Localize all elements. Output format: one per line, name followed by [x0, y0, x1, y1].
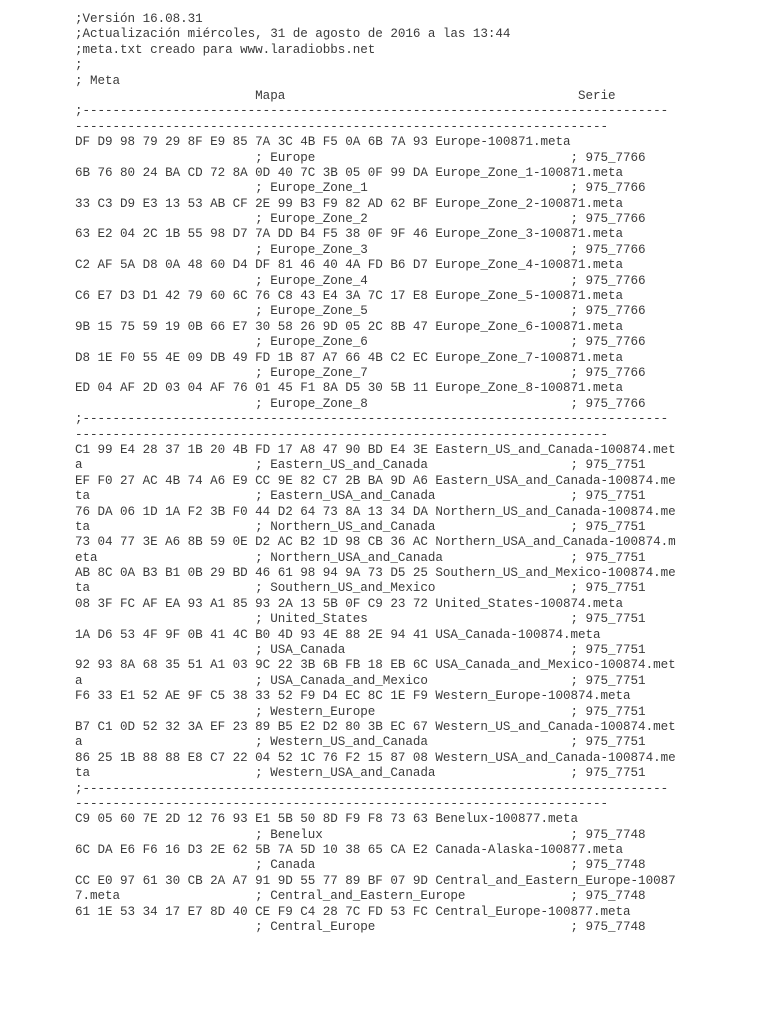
text-line: ta ; Northern_US_and_Canada ; 975_7751: [75, 519, 646, 534]
text-line: a ; Eastern_US_and_Canada ; 975_7751: [75, 458, 646, 473]
text-line: C6 E7 D3 D1 42 79 60 6C 76 C8 43 E4 3A 7C 17 E8 Europe_Zone_5-100871.meta: [75, 289, 624, 304]
text-line: C1 99 E4 28 37 1B 20 4B FD 17 A8 47 90 BD E4 3E Eastern_US_and_Canada-100874.met: [75, 442, 676, 457]
text-line: ; Europe ; 975_7766: [75, 150, 646, 165]
text-line: 63 E2 04 2C 1B 55 98 D7 7A DD B4 F5 38 0F 9F 46 Europe_Zone_3-100871.meta: [75, 227, 624, 242]
text-line: 6B 76 80 24 BA CD 72 8A 0D 40 7C 3B 05 0F 99 DA Europe_Zone_1-100871.meta: [75, 165, 624, 180]
text-line: ta ; Southern_US_and_Mexico ; 975_7751: [75, 581, 646, 596]
text-line: ;: [75, 58, 83, 73]
text-line: 9B 15 75 59 19 0B 66 E7 30 58 26 9D 05 2C 8B 47 Europe_Zone_6-100871.meta: [75, 319, 624, 334]
text-line: ; Canada ; 975_7748: [75, 858, 646, 873]
text-line: 76 DA 06 1D 1A F2 3B F0 44 D2 64 73 8A 13 34 DA Northern_US_and_Canada-100874.me: [75, 504, 676, 519]
text-line: C2 AF 5A D8 0A 48 60 D4 DF 81 46 40 4A FD B6 D7 Europe_Zone_4-100871.meta: [75, 258, 624, 273]
text-line: ED 04 AF 2D 03 04 AF 76 01 45 F1 8A D5 30 5B 11 Europe_Zone_8-100871.meta: [75, 381, 624, 396]
text-line: 92 93 8A 68 35 51 A1 03 9C 22 3B 6B FB 18 EB 6C USA_Canada_and_Mexico-100874.met: [75, 658, 676, 673]
text-line: AB 8C 0A B3 B1 0B 29 BD 46 61 98 94 9A 73 D5 25 Southern_US_and_Mexico-100874.me: [75, 566, 676, 581]
text-line: ; United_States ; 975_7751: [75, 612, 646, 627]
text-line: a ; USA_Canada_and_Mexico ; 975_7751: [75, 673, 646, 688]
text-line: ; Western_Europe ; 975_7751: [75, 704, 646, 719]
text-line: ; Meta: [75, 73, 121, 88]
text-line: -----------------------------------------------------------------------: [75, 119, 609, 134]
text-line: ;------------------------------------------------------------------------------: [75, 781, 669, 796]
text-line: C9 05 60 7E 2D 12 76 93 E1 5B 50 8D F9 F8 73 63 Benelux-100877.meta: [75, 812, 579, 827]
text-line: 86 25 1B 88 88 E8 C7 22 04 52 1C 76 F2 15 87 08 Western_USA_and_Canada-100874.me: [75, 750, 676, 765]
text-line: 6C DA E6 F6 16 D3 2E 62 5B 7A 5D 10 38 65 CA E2 Canada-Alaska-100877.meta: [75, 843, 624, 858]
text-line: ; Europe_Zone_5 ; 975_7766: [75, 304, 646, 319]
text-line: ;Actualización miércoles, 31 de agosto de 2016 a las 13:44: [75, 27, 511, 42]
meta-text-document: [75, 12, 676, 935]
text-line: 33 C3 D9 E3 13 53 AB CF 2E 99 B3 F9 82 AD 62 BF Europe_Zone_2-100871.meta: [75, 196, 624, 211]
text-line: ; Europe_Zone_3 ; 975_7766: [75, 242, 646, 257]
text-line: ; Europe_Zone_7 ; 975_7766: [75, 365, 646, 380]
text-line: -----------------------------------------------------------------------: [75, 427, 609, 442]
text-line: ; Europe_Zone_4 ; 975_7766: [75, 273, 646, 288]
text-line: 73 04 77 3E A6 8B 59 0E D2 AC B2 1D 98 CB 36 AC Northern_USA_and_Canada-100874.m: [75, 535, 676, 550]
text-line: ; Central_Europe ; 975_7748: [75, 920, 646, 935]
text-line: ; Europe_Zone_2 ; 975_7766: [75, 212, 646, 227]
text-line: Mapa Serie: [75, 88, 616, 103]
text-line: ; USA_Canada ; 975_7751: [75, 643, 646, 658]
text-line: ; Europe_Zone_6 ; 975_7766: [75, 335, 646, 350]
text-line: ; Europe_Zone_1 ; 975_7766: [75, 181, 646, 196]
text-line: EF F0 27 AC 4B 74 A6 E9 CC 9E 82 C7 2B BA 9D A6 Eastern_USA_and_Canada-100874.me: [75, 473, 676, 488]
text-line: 61 1E 53 34 17 E7 8D 40 CE F9 C4 28 7C FD 53 FC Central_Europe-100877.meta: [75, 904, 631, 919]
text-line: ta ; Western_USA_and_Canada ; 975_7751: [75, 766, 646, 781]
text-line: ;meta.txt creado para www.laradiobbs.net: [75, 42, 376, 57]
text-line: ;Versión 16.08.31: [75, 12, 203, 26]
text-line: a ; Western_US_and_Canada ; 975_7751: [75, 735, 646, 750]
text-line: ; Europe_Zone_8 ; 975_7766: [75, 396, 646, 411]
text-line: -----------------------------------------------------------------------: [75, 796, 609, 811]
text-line: F6 33 E1 52 AE 9F C5 38 33 52 F9 D4 EC 8C 1E F9 Western_Europe-100874.meta: [75, 689, 631, 704]
text-line: ta ; Eastern_USA_and_Canada ; 975_7751: [75, 489, 646, 504]
text-line: D8 1E F0 55 4E 09 DB 49 FD 1B 87 A7 66 4B C2 EC Europe_Zone_7-100871.meta: [75, 350, 624, 365]
text-line: ; Benelux ; 975_7748: [75, 827, 646, 842]
text-line: 7.meta ; Central_and_Eastern_Europe ; 975_7748: [75, 889, 646, 904]
text-line: ;------------------------------------------------------------------------------: [75, 104, 669, 119]
text-line: B7 C1 0D 52 32 3A EF 23 89 B5 E2 D2 80 3B EC 67 Western_US_and_Canada-100874.met: [75, 719, 676, 734]
text-line: ;------------------------------------------------------------------------------: [75, 412, 669, 427]
text-line: 1A D6 53 4F 9F 0B 41 4C B0 4D 93 4E 88 2E 94 41 USA_Canada-100874.meta: [75, 627, 601, 642]
text-line: 08 3F FC AF EA 93 A1 85 93 2A 13 5B 0F C9 23 72 United_States-100874.meta: [75, 596, 624, 611]
text-line: DF D9 98 79 29 8F E9 85 7A 3C 4B F5 0A 6B 7A 93 Europe-100871.meta: [75, 135, 571, 150]
text-line: eta ; Northern_USA_and_Canada ; 975_7751: [75, 550, 646, 565]
text-line: CC E0 97 61 30 CB 2A A7 91 9D 55 77 89 BF 07 9D Central_and_Eastern_Europe-10087: [75, 873, 676, 888]
